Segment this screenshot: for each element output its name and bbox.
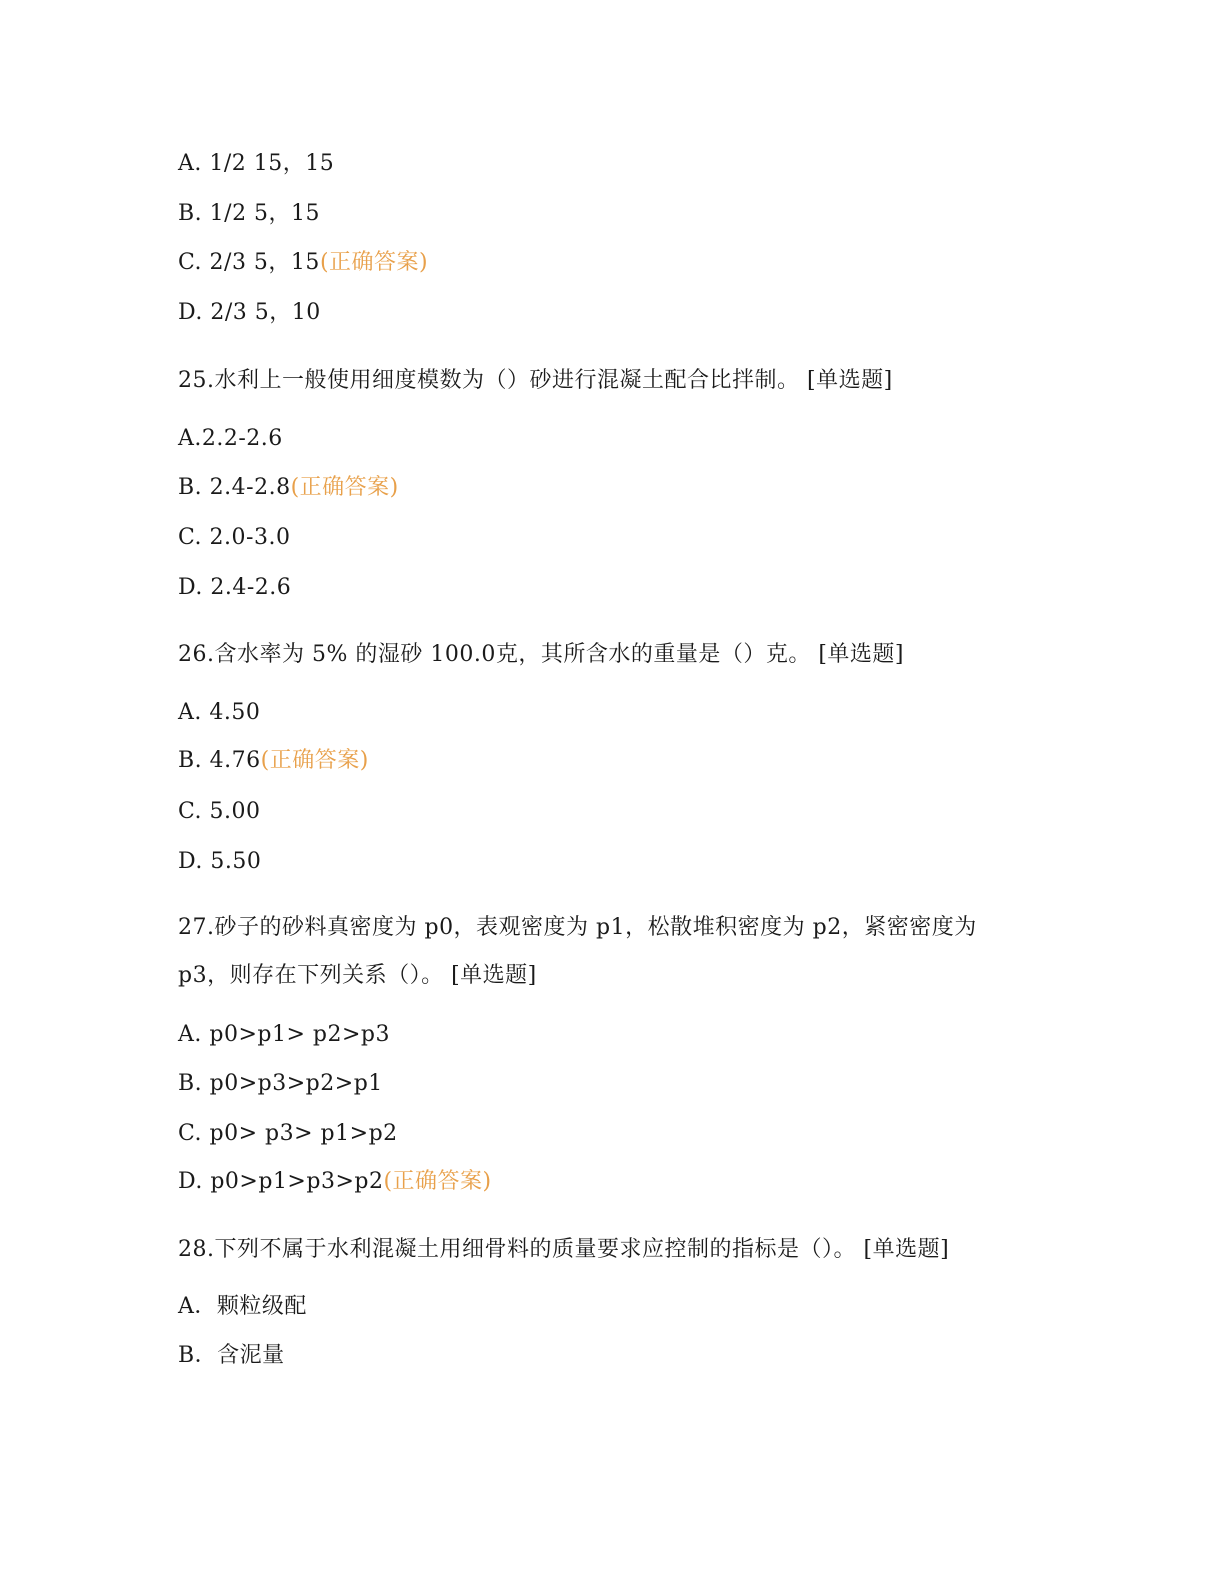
q26-option-c: C. 5.00 [178, 799, 261, 824]
q25-question: 25.水利上一般使用细度模数为（）砂进行混凝土配合比拌制。 [单选题] [178, 368, 893, 393]
correct-answer-mark: (正确答案) [383, 1169, 492, 1194]
q26-option-d: D. 5.50 [178, 849, 262, 874]
q26-option-b: B. 4.76(正确答案) [178, 748, 369, 773]
q25-option-d: D. 2.4-2.6 [178, 575, 292, 600]
q27-option-d: D. p0>p1>p3>p2(正确答案) [178, 1169, 492, 1194]
q25-option-c: C. 2.0-3.0 [178, 525, 291, 550]
q27-question-line2: p3，则存在下列关系（）。 [单选题] [178, 963, 537, 988]
q24-option-a: A. 1/2 15，15 [178, 151, 335, 176]
q24-option-b: B. 1/2 5，15 [178, 201, 321, 226]
q24-option-d: D. 2/3 5，10 [178, 300, 321, 325]
q27-question-line1: 27.砂子的砂料真密度为 p0，表观密度为 p1，松散堆积密度为 p2，紧密密度为 [178, 915, 977, 940]
q28-question: 28.下列不属于水利混凝土用细骨料的质量要求应控制的指标是（）。 [单选题] [178, 1237, 950, 1262]
q26-question: 26.含水率为 5% 的湿砂 100.0克，其所含水的重量是（）克。 [单选题] [178, 642, 905, 667]
q25-option-b: B. 2.4-2.8(正确答案) [178, 475, 399, 500]
correct-answer-mark: (正确答案) [290, 475, 399, 500]
q25-option-a: A.2.2-2.6 [178, 426, 283, 451]
q27-option-a: A. p0>p1> p2>p3 [178, 1022, 390, 1047]
correct-answer-mark: (正确答案) [319, 250, 429, 275]
q26-option-a: A. 4.50 [178, 700, 261, 725]
correct-answer-mark: (正确答案) [260, 748, 369, 773]
q27-option-b: B. p0>p3>p2>p1 [178, 1071, 383, 1096]
q24-option-c: C. 2/3 5，15(正确答案) [178, 250, 429, 275]
q28-option-a: A．颗粒级配 [178, 1294, 307, 1319]
q28-option-b: B．含泥量 [178, 1343, 285, 1368]
q27-option-c: C. p0> p3> p1>p2 [178, 1121, 398, 1146]
